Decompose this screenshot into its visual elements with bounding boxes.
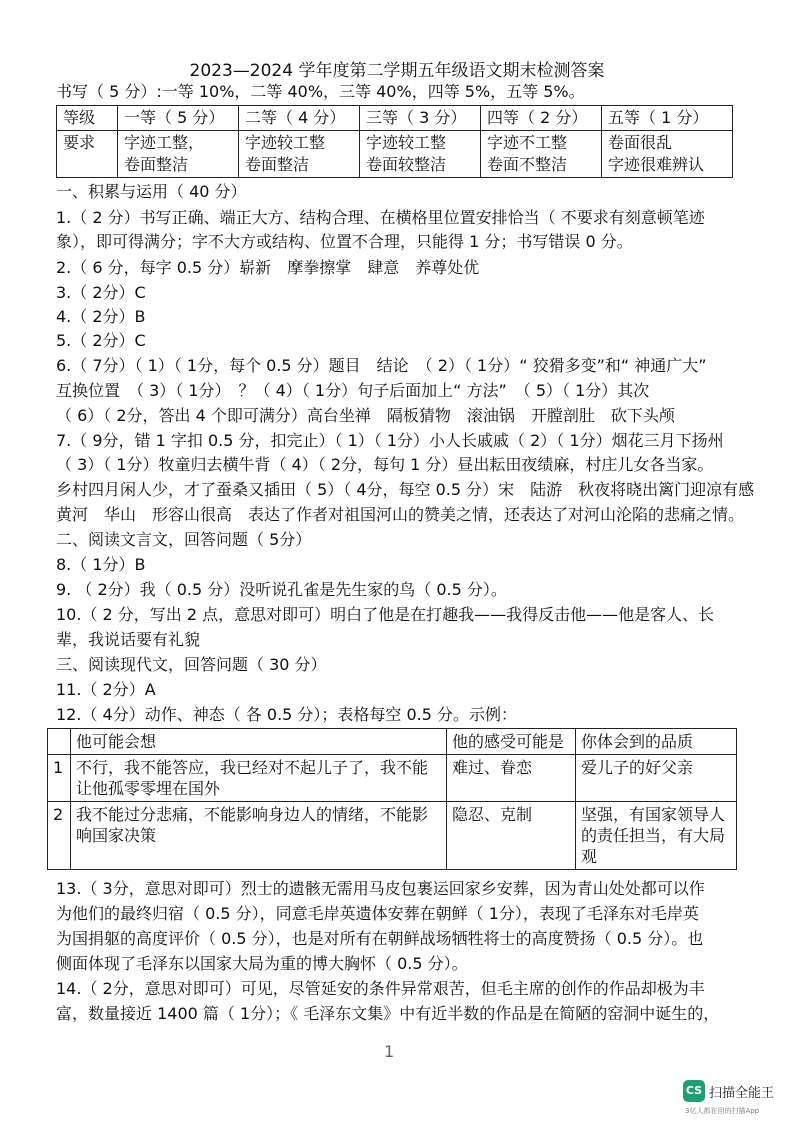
requirement-cell xyxy=(118,131,239,178)
grade-header-cell: 五等（ 1 分） xyxy=(602,106,733,131)
grade-header-cell: 二等（ 4 分） xyxy=(239,106,360,131)
camscanner-logo-icon: CS xyxy=(683,1080,705,1102)
answer-line: 乡村四月闲人少，才了蚕桑又插田（ 5）（ 4分，每空 0.5 分）宋 陆游 秋夜将晓出篱门迎凉有感 xyxy=(56,480,755,499)
requirement-text: 卷面很乱 xyxy=(608,133,673,152)
section-heading: 一、积累与运用（ 40 分） xyxy=(56,182,247,201)
requirement-text: 字迹较工整 xyxy=(245,133,326,152)
requirement-cell xyxy=(360,131,481,178)
requirement-text: 字迹较工整 xyxy=(366,133,447,152)
section-heading: 三、阅读现代文，回答问题（ 30 分） xyxy=(56,655,327,674)
answer-line: 为国捐躯的高度评价（ 0.5 分），也是对所有在朝鲜战场牺牲将士的高度赞扬（ 0.5 分）。也 xyxy=(56,929,704,948)
answer-line: 11.（ 2分）A xyxy=(56,680,156,699)
requirement-cell xyxy=(481,131,602,178)
quality-cell: 爱儿子的好父亲 xyxy=(576,755,737,802)
document-title: 2023—2024 学年度第二学期五年级语文期末检测答案 xyxy=(189,61,605,81)
section-heading: 二、阅读文言文，回答问题（ 5分） xyxy=(56,530,312,549)
table-row xyxy=(48,755,737,802)
watermark-subtitle: 3亿人都在用的扫描App xyxy=(685,1107,760,1115)
answer-line: 13.（ 3分，意思对即可）烈士的遗骸无需用马皮包裹运回家乡安葬，因为青山处处都可以作 xyxy=(56,879,705,898)
row-number-cell: 2 xyxy=(48,802,71,870)
answer-line: 12.（ 4分）动作、神态（ 各 0.5 分）；表格每空 0.5 分。示例： xyxy=(56,705,518,724)
table-row xyxy=(48,802,737,870)
grade-table-header-row xyxy=(57,106,733,131)
answer-line: 富，数量接近 1400 篇（ 1分）；《 毛泽东文集》中有近半数的作品是在简陋的窑洞中诞生的， xyxy=(56,1004,720,1023)
requirement-text: 卷面较整洁 xyxy=(366,155,447,174)
answer-line: 黄河 华山 形容山很高 表达了作者对祖国河山的赞美之情，还表达了对河山沦陷的悲痛之情。 xyxy=(56,505,745,524)
requirement-text: 卷面整洁 xyxy=(124,155,189,174)
thought-cell: 不行，我不能答应，我已经对不起儿子了，我不能让他孤零零埋在国外 xyxy=(71,755,447,802)
sample-header-cell: 你体会到的品质 xyxy=(576,729,737,755)
feeling-cell: 隐忍、克制 xyxy=(447,802,576,870)
requirement-text: 卷面不整洁 xyxy=(487,155,568,174)
answer-line: 为他们的最终归宿（ 0.5 分），同意毛岸英遗体安葬在朝鲜（ 1分），表现了毛泽东对毛岸英 xyxy=(56,904,699,923)
sample-answer-table xyxy=(47,728,737,870)
feeling-cell: 难过、眷恋 xyxy=(447,755,576,802)
thought-cell: 我不能过分悲痛，不能影响身边人的情绪，不能影响国家决策 xyxy=(71,802,447,870)
sample-header-cell: 他的感受可能是 xyxy=(447,729,576,755)
sample-header-cell xyxy=(48,729,71,755)
answer-line: 3.（ 2分）C xyxy=(56,283,146,302)
quality-cell: 坚强，有国家领导人的责任担当，有大局观 xyxy=(576,802,737,870)
handwriting-grade-table xyxy=(56,105,733,178)
answer-line: 象），即可得满分；字不大方或结构、位置不合理，只能得 1 分；书写错误 0 分。 xyxy=(56,232,633,251)
answer-line: 7.（ 9分，错 1 字扣 0.5 分，扣完止）（ 1）（ 1分）小人长戚戚（ 2）（ 1分）烟花三月下扬州 xyxy=(56,431,724,450)
answer-line: 2.（ 6 分，每字 0.5 分）崭新 摩拳擦掌 肆意 养尊处优 xyxy=(56,258,480,277)
requirement-text: 字迹很难辨认 xyxy=(608,155,705,174)
answer-line: 8.（ 1分）B xyxy=(56,555,146,574)
answer-line: （ 6）（ 2分，答出 4 个即可满分）高台坐禅 隔板猜物 滚油锅 开膛剖肚 砍下头颅 xyxy=(56,406,675,425)
answer-line: 10.（ 2 分，写出 2 点，意思对即可）明白了他是在打趣我——我得反击他——他是客人、长 xyxy=(56,605,715,624)
grade-header-cell: 等级 xyxy=(57,106,118,131)
requirement-text: 卷面整洁 xyxy=(245,155,310,174)
answer-line: 辈，我说话要有礼貌 xyxy=(56,630,201,649)
answer-line: （ 3）（ 1分）牧童归去横牛背（ 4）（ 2分，每句 1 分）昼出耘田夜绩麻，村庄儿女各当家。 xyxy=(56,455,714,474)
answer-line: 1.（ 2 分）书写正确、端正大方、结构合理、在横格里位置安排恰当（ 不要求有刻意顿笔迹 xyxy=(56,208,705,227)
answer-line: 14.（ 2分，意思对即可）可见，尽管延安的条件异常艰苦，但毛主席的创作的作品却极为丰 xyxy=(56,979,705,998)
requirement-label-cell: 要求 xyxy=(57,131,118,178)
answer-line: 互换位置 （ 3）（ 1分） ？（ 4）（ 1分）句子后面加上“ 方法” （ 5）（ 1分）其次 xyxy=(56,381,650,400)
sample-table-header-row xyxy=(48,729,737,755)
grade-header-cell: 三等（ 3 分） xyxy=(360,106,481,131)
requirement-text: 字迹工整， xyxy=(124,133,205,152)
answer-line: 9. （ 2分）我（ 0.5 分）没听说孔雀是先生家的鸟（ 0.5 分）。 xyxy=(56,580,507,599)
answer-line: 4.（ 2分）B xyxy=(56,307,146,326)
grade-table-requirement-row xyxy=(57,131,733,178)
handwriting-score-line: 书写（ 5 分）:一等 10%，二等 40%，三等 40%，四等 5%，五等 5%。 xyxy=(56,82,585,101)
scanner-watermark xyxy=(683,1080,793,1120)
requirement-text: 字迹不工整 xyxy=(487,133,568,152)
grade-header-cell: 一等（ 5 分） xyxy=(118,106,239,131)
answer-line: 侧面体现了毛泽东以国家大局为重的博大胸怀（ 0.5 分）。 xyxy=(56,954,468,973)
answer-line: 5.（ 2分）C xyxy=(56,331,146,350)
grade-header-cell: 四等（ 2 分） xyxy=(481,106,602,131)
requirement-cell xyxy=(239,131,360,178)
watermark-app-name: 扫描全能王 xyxy=(709,1086,775,1101)
requirement-cell xyxy=(602,131,733,178)
sample-header-cell: 他可能会想 xyxy=(71,729,447,755)
answer-line: 6.（ 7分）（ 1）（ 1分，每个 0.5 分）题目 结论 （ 2）（ 1分）“ 狡猾多变”和“ 神通广大” xyxy=(56,356,707,375)
page-number: 1 xyxy=(384,1042,395,1061)
row-number-cell: 1 xyxy=(48,755,71,802)
